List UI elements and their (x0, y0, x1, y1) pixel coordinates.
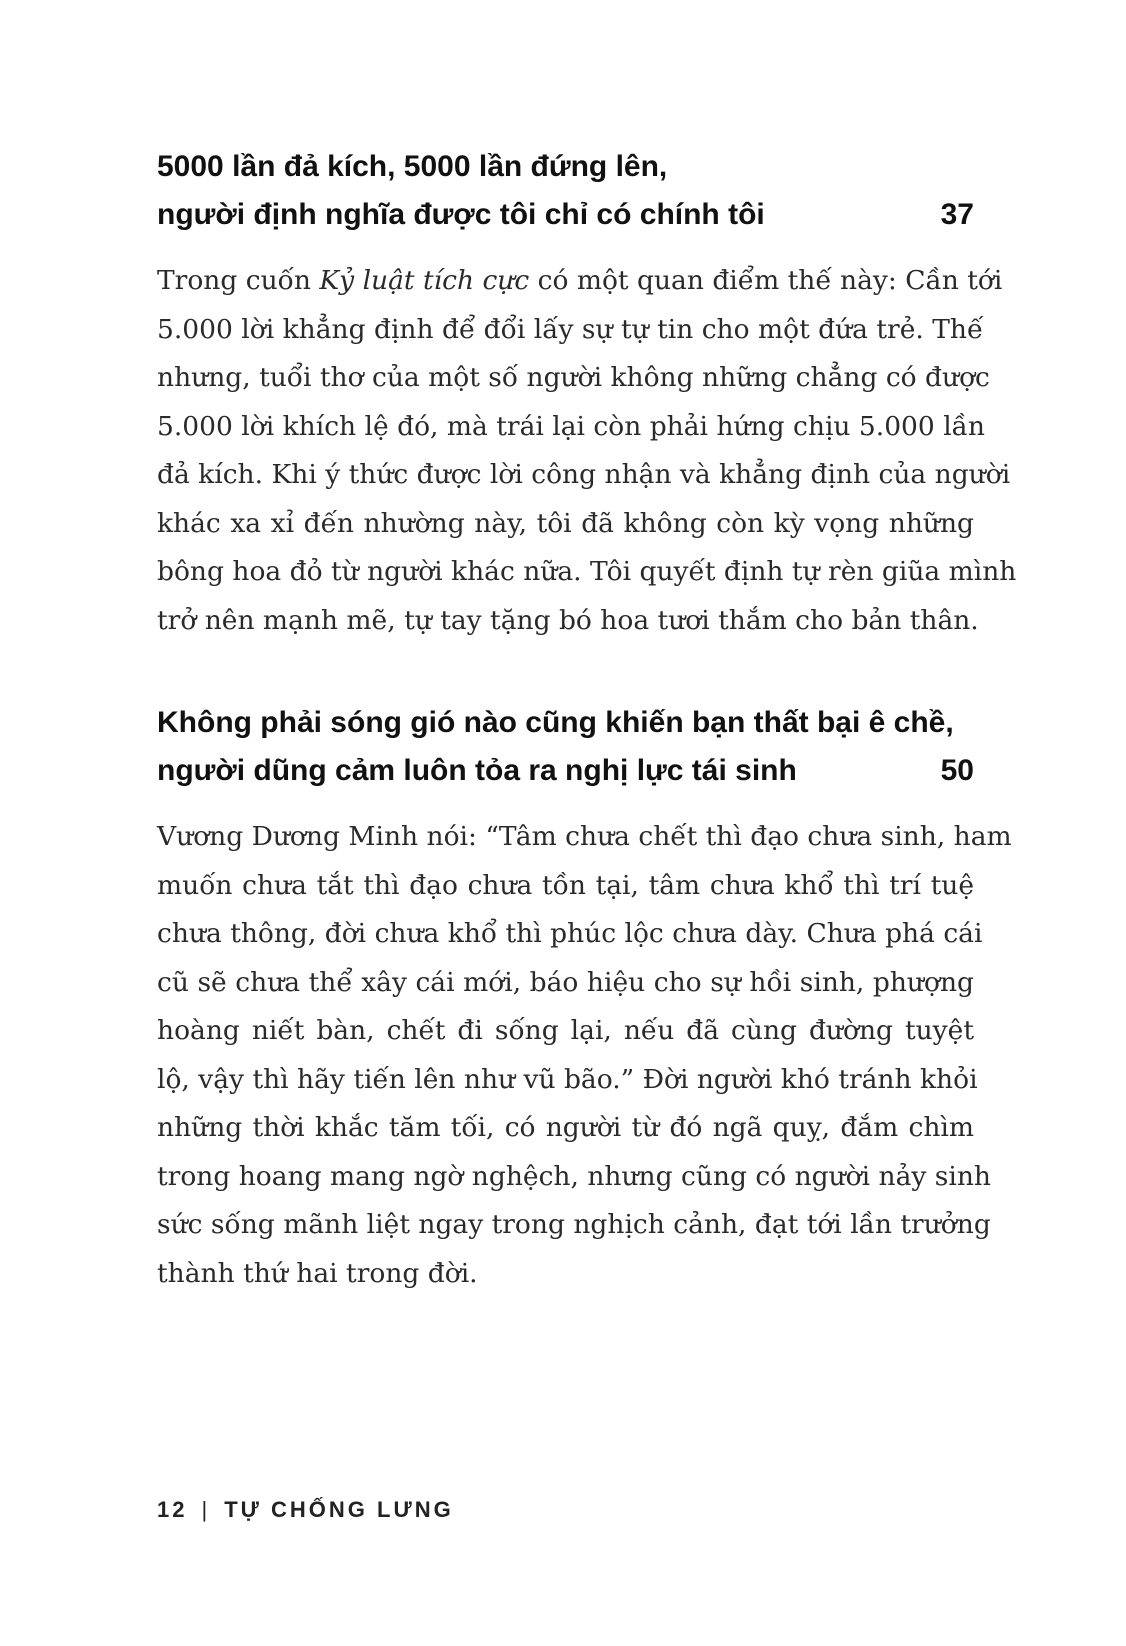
summary-line: khác xa xỉ đến nhường này, tôi đã không còn kỳ vọng những (157, 507, 974, 539)
summary-line: trong hoang mang ngờ nghệch, nhưng cũng có người nảy sinh (157, 1160, 991, 1192)
summary-line: đả kích. Khi ý thức được lời công nhận và khẳng định của người (157, 459, 1011, 490)
entry-title-line-1 (157, 699, 974, 747)
summary-line: cũ sẽ chưa thể xây cái mới, báo hiệu cho sự hồi sinh, phượng (157, 966, 974, 998)
summary-line: lộ, vậy thì hãy tiến lên như vũ bão.” Đời người khó tránh khỏi (157, 1063, 978, 1095)
summary-line: thành thứ hai trong đời. (157, 1257, 478, 1289)
summary-line: muốn chưa tắt thì đạo chưa tồn tại, tâm chưa khổ thì trí tuệ (157, 869, 974, 901)
footer-separator: | (201, 1497, 211, 1522)
entry-title-line-2 (157, 191, 974, 239)
summary-line: hoàng niết bàn, chết đi sống lại, nếu đã cùng đường tuyệt (157, 1015, 974, 1046)
toc-entry (157, 143, 1017, 645)
summary-line: những thời khắc tăm tối, có người từ đó ngã quỵ, đắm chìm (157, 1112, 974, 1143)
summary-line: Vương Dương Minh nói: “Tâm chưa chết thì đạo chưa sinh, ham (157, 821, 1012, 852)
entry-title-text: người định nghĩa được tôi chỉ có chính tôi (157, 198, 765, 231)
footer-book-title: TỰ CHỐNG LƯNG (224, 1497, 454, 1522)
entry-title-line-1 (157, 143, 974, 191)
toc-entry (157, 699, 1012, 1298)
summary-line: sức sống mãnh liệt ngay trong nghịch cảnh, đạt tới lần trưởng (157, 1209, 991, 1240)
page-footer (157, 1497, 454, 1523)
summary-line: 5.000 lời khích lệ đó, mà trái lại còn phải hứng chịu 5.000 lần (157, 410, 985, 442)
entry-page-number: 50 (940, 754, 974, 787)
summary-line: bông hoa đỏ từ người khác nữa. Tôi quyết định tự rèn giũa mình (157, 556, 1017, 587)
summary-line: trở nên mạnh mẽ, tự tay tặng bó hoa tươi thắm cho bản thân. (157, 604, 979, 636)
summary-line: nhưng, tuổi thơ của một số người không những chẳng có được (157, 362, 990, 393)
entry-summary (157, 813, 1012, 1298)
entry-summary (157, 257, 1017, 645)
entry-page-number: 37 (940, 198, 974, 231)
summary-line: chưa thông, đời chưa khổ thì phúc lộc chưa dày. Chưa phá cái (157, 918, 983, 949)
book-title-italic: Kỷ luật tích cực (319, 265, 530, 296)
summary-line: 5.000 lời khẳng định để đổi lấy sự tự tin cho một đứa trẻ. Thế (157, 313, 984, 345)
entry-title-line-2 (157, 747, 974, 795)
summary-line (157, 257, 1003, 306)
entry-title-text: 5000 lần đả kích, 5000 lần đứng lên, (157, 150, 668, 183)
entry-title-text: người dũng cảm luôn tỏa ra nghị lực tái sinh (157, 754, 797, 787)
entry-title-text: Không phải sóng gió nào cũng khiến bạn thất bại ê chề, (157, 706, 954, 739)
summary-text: Trong cuốn (157, 265, 320, 296)
footer-page-number: 12 (157, 1497, 188, 1522)
summary-text: có một quan điểm thế này: Cần tới (529, 265, 1003, 296)
